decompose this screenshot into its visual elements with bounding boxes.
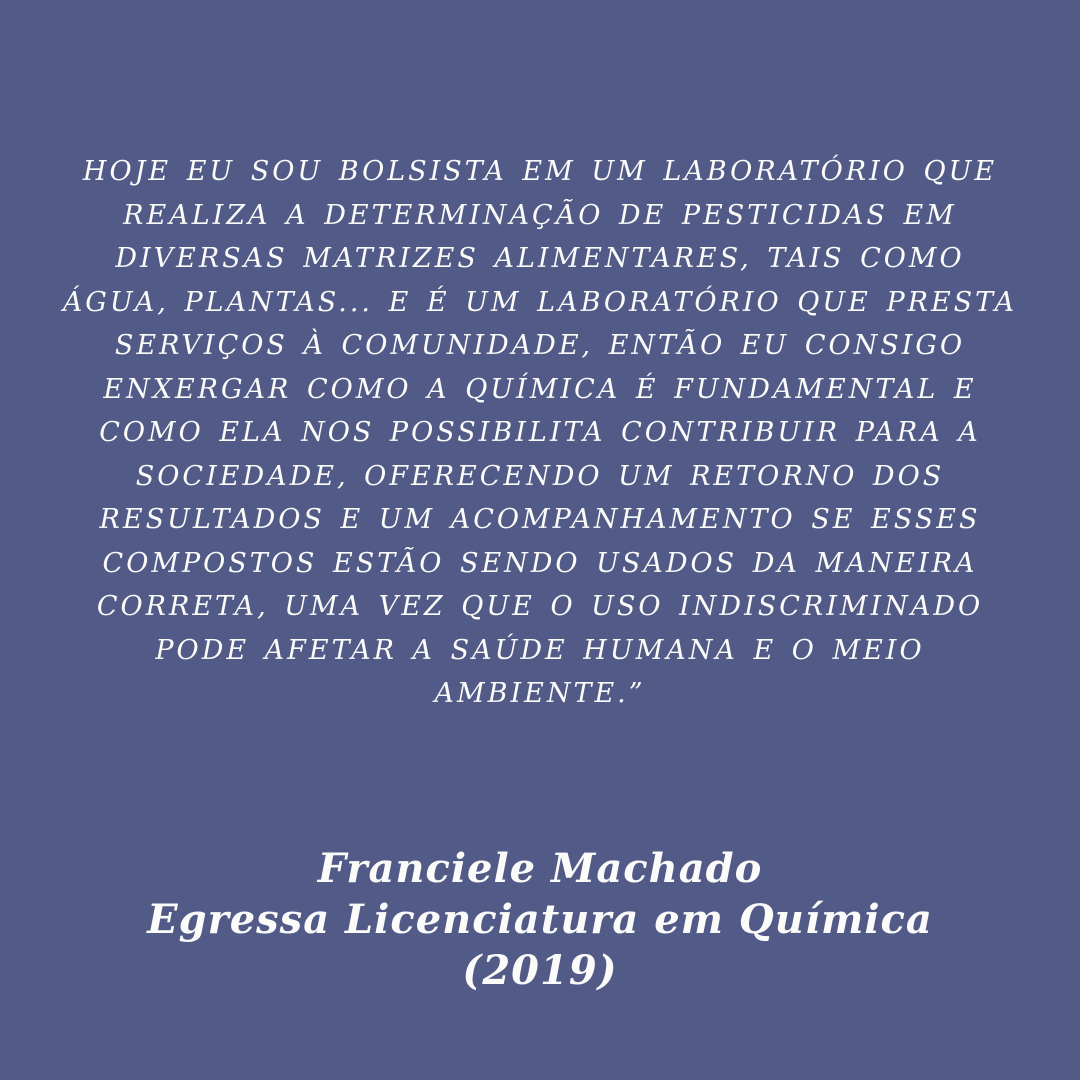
attribution-title: Egressa Licenciatura em Química bbox=[147, 896, 933, 943]
attribution bbox=[0, 843, 1080, 996]
quote-line: COMO ELA NOS POSSIBILITA CONTRIBUIR PARA A bbox=[99, 417, 981, 448]
quote-line: DIVERSAS MATRIZES ALIMENTARES, TAIS COMO bbox=[115, 243, 965, 274]
quote-line: HOJE EU SOU BOLSISTA EM UM LABORATÓRIO QUE bbox=[82, 156, 998, 187]
quote-line: SERVIÇOS À COMUNIDADE, ENTÃO EU CONSIGO bbox=[114, 330, 966, 361]
attribution-year: (2019) bbox=[462, 947, 618, 994]
quote-text bbox=[45, 150, 1035, 716]
quote-line: CORRETA, UMA VEZ QUE O USO INDISCRIMINADO bbox=[96, 591, 984, 622]
quote-line: ÁGUA, PLANTAS... E É UM LABORATÓRIO QUE PRESTA bbox=[62, 286, 1018, 318]
quote-line: ENXERGAR COMO A QUÍMICA É FUNDAMENTAL E bbox=[103, 373, 977, 405]
quote-line: SOCIEDADE, OFERECENDO UM RETORNO DOS bbox=[135, 460, 945, 492]
attribution-name: Franciele Machado bbox=[317, 845, 763, 892]
quote-line: COMPOSTOS ESTÃO SENDO USADOS DA MANEIRA bbox=[102, 547, 978, 579]
quote-line: RESULTADOS E UM ACOMPANHAMENTO SE ESSES bbox=[99, 504, 981, 535]
quote-line: PODE AFETAR A SAÚDE HUMANA E O MEIO bbox=[155, 634, 925, 666]
quote-line: AMBIENTE.” bbox=[434, 678, 646, 709]
quote-line: REALIZA A DETERMINAÇÃO DE PESTICIDAS EM bbox=[123, 199, 957, 231]
